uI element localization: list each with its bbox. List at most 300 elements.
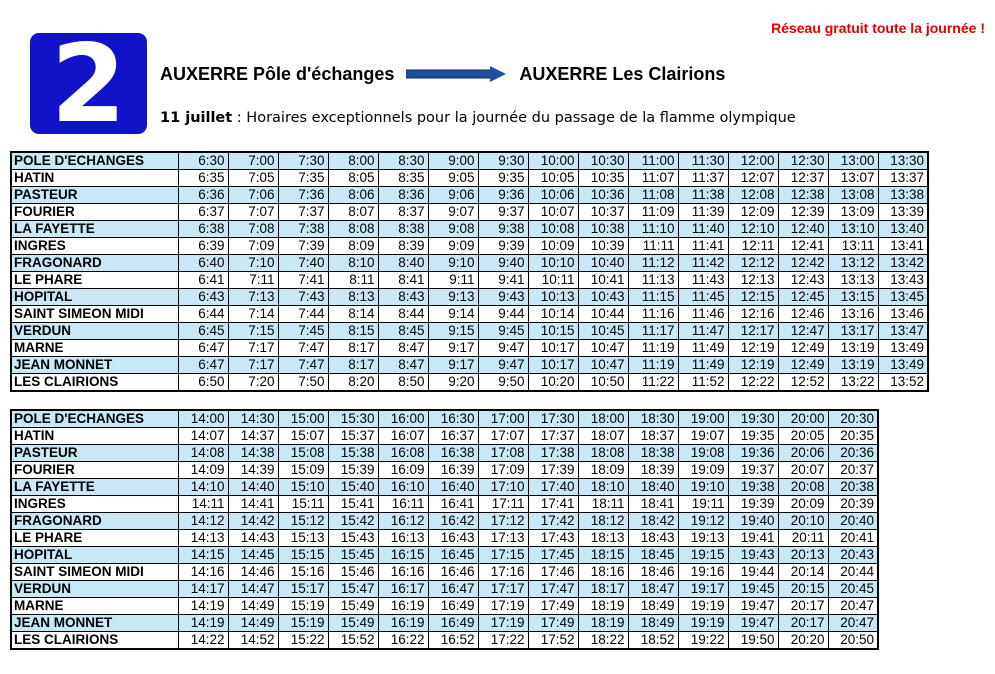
departure-time: 19:16: [678, 564, 728, 581]
departure-time: 10:20: [528, 374, 578, 392]
timetable-row: [11, 410, 878, 428]
timetable-row: [11, 632, 878, 650]
departure-time: 16:41: [428, 496, 478, 513]
departure-time: 12:12: [728, 255, 778, 272]
departure-time: 8:05: [328, 170, 378, 187]
departure-time: 17:10: [478, 479, 528, 496]
departure-time: 13:39: [878, 204, 928, 221]
departure-time: 20:50: [828, 632, 878, 650]
departure-time: 15:09: [278, 462, 328, 479]
stop-name: SAINT SIMEON MIDI: [11, 564, 178, 581]
departure-time: 11:19: [628, 357, 678, 374]
departure-time: 9:47: [478, 357, 528, 374]
timetable-row: [11, 306, 928, 323]
departure-time: 19:45: [728, 581, 778, 598]
departure-time: 13:08: [828, 187, 878, 204]
departure-time: 20:40: [828, 513, 878, 530]
departure-time: 20:20: [778, 632, 828, 650]
departure-time: 9:06: [428, 187, 478, 204]
departure-time: 19:41: [728, 530, 778, 547]
departure-time: 19:15: [678, 547, 728, 564]
departure-time: 13:46: [878, 306, 928, 323]
departure-time: 13:09: [828, 204, 878, 221]
departure-time: 10:15: [528, 323, 578, 340]
departure-time: 16:47: [428, 581, 478, 598]
departure-time: 8:43: [378, 289, 428, 306]
departure-time: 13:43: [878, 272, 928, 289]
departure-time: 7:13: [228, 289, 278, 306]
departure-time: 8:06: [328, 187, 378, 204]
departure-time: 15:10: [278, 479, 328, 496]
timetable-row: [11, 221, 928, 238]
departure-time: 16:39: [428, 462, 478, 479]
departure-time: 19:22: [678, 632, 728, 650]
departure-time: 20:17: [778, 615, 828, 632]
departure-time: 10:13: [528, 289, 578, 306]
departure-time: 9:44: [478, 306, 528, 323]
departure-time: 13:00: [828, 152, 878, 170]
departure-time: 12:08: [728, 187, 778, 204]
departure-time: 9:37: [478, 204, 528, 221]
departure-time: 7:35: [278, 170, 328, 187]
departure-time: 15:52: [328, 632, 378, 650]
departure-time: 12:46: [778, 306, 828, 323]
departure-time: 10:41: [578, 272, 628, 289]
line-number-logo: [30, 22, 147, 147]
timetable-row: [11, 255, 928, 272]
departure-time: 9:38: [478, 221, 528, 238]
departure-time: 9:14: [428, 306, 478, 323]
departure-time: 9:08: [428, 221, 478, 238]
departure-time: 20:47: [828, 598, 878, 615]
departure-time: 14:45: [228, 547, 278, 564]
departure-time: 20:00: [778, 410, 828, 428]
departure-time: 20:14: [778, 564, 828, 581]
departure-time: 7:47: [278, 340, 328, 357]
departure-time: 16:43: [428, 530, 478, 547]
timetable-afternoon: [10, 409, 879, 650]
departure-time: 12:37: [778, 170, 828, 187]
departure-time: 15:07: [278, 428, 328, 445]
stop-name: JEAN MONNET: [11, 357, 178, 374]
departure-time: 15:41: [328, 496, 378, 513]
departure-time: 14:46: [228, 564, 278, 581]
departure-time: 7:39: [278, 238, 328, 255]
departure-time: 6:43: [178, 289, 228, 306]
departure-time: 13:10: [828, 221, 878, 238]
departure-time: 20:39: [828, 496, 878, 513]
departure-time: 8:47: [378, 340, 428, 357]
departure-time: 12:10: [728, 221, 778, 238]
stop-name: VERDUN: [11, 323, 178, 340]
stop-name: POLE D'ECHANGES: [11, 152, 178, 170]
departure-time: 19:37: [728, 462, 778, 479]
departure-time: 13:49: [878, 340, 928, 357]
departure-time: 10:17: [528, 357, 578, 374]
departure-time: 18:08: [578, 445, 628, 462]
departure-time: 14:19: [178, 615, 228, 632]
departure-time: 20:35: [828, 428, 878, 445]
timetable-row: [11, 428, 878, 445]
departure-time: 18:16: [578, 564, 628, 581]
departure-time: 13:15: [828, 289, 878, 306]
departure-time: 18:46: [628, 564, 678, 581]
departure-time: 15:43: [328, 530, 378, 547]
departure-time: 6:35: [178, 170, 228, 187]
stop-name: HOPITAL: [11, 289, 178, 306]
departure-time: 14:12: [178, 513, 228, 530]
departure-time: 8:11: [328, 272, 378, 289]
departure-time: 15:13: [278, 530, 328, 547]
departure-time: 19:19: [678, 598, 728, 615]
timetable-morning: [10, 151, 929, 392]
departure-time: 18:41: [628, 496, 678, 513]
departure-time: 10:47: [578, 357, 628, 374]
departure-time: 14:13: [178, 530, 228, 547]
departure-time: 14:39: [228, 462, 278, 479]
stop-name: FOURIER: [11, 204, 178, 221]
timetable-row: [11, 357, 928, 374]
departure-time: 20:09: [778, 496, 828, 513]
departure-time: 10:00: [528, 152, 578, 170]
departure-time: 17:09: [478, 462, 528, 479]
departure-time: 10:47: [578, 340, 628, 357]
departure-time: 17:37: [528, 428, 578, 445]
departure-time: 15:37: [328, 428, 378, 445]
departure-time: 11:43: [678, 272, 728, 289]
departure-time: 11:39: [678, 204, 728, 221]
departure-time: 11:49: [678, 340, 728, 357]
departure-time: 17:49: [528, 598, 578, 615]
timetable-row: [11, 513, 878, 530]
timetable-row: [11, 530, 878, 547]
departure-time: 18:45: [628, 547, 678, 564]
stop-name: POLE D'ECHANGES: [11, 410, 178, 428]
departure-time: 17:19: [478, 615, 528, 632]
departure-time: 17:43: [528, 530, 578, 547]
departure-time: 16:22: [378, 632, 428, 650]
departure-time: 19:13: [678, 530, 728, 547]
stop-name: HATIN: [11, 428, 178, 445]
departure-time: 7:17: [228, 357, 278, 374]
timetable-row: [11, 445, 878, 462]
departure-time: 8:50: [378, 374, 428, 392]
departure-time: 12:52: [778, 374, 828, 392]
departure-time: 12:15: [728, 289, 778, 306]
departure-time: 9:40: [478, 255, 528, 272]
departure-time: 9:35: [478, 170, 528, 187]
departure-time: 17:39: [528, 462, 578, 479]
departure-time: 20:45: [828, 581, 878, 598]
departure-time: 13:52: [878, 374, 928, 392]
departure-time: 13:40: [878, 221, 928, 238]
departure-time: 20:11: [778, 530, 828, 547]
departure-time: 11:08: [628, 187, 678, 204]
departure-time: 11:12: [628, 255, 678, 272]
departure-time: 14:15: [178, 547, 228, 564]
departure-time: 16:12: [378, 513, 428, 530]
departure-time: 14:40: [228, 479, 278, 496]
departure-time: 13:19: [828, 340, 878, 357]
stop-name: FRAGONARD: [11, 513, 178, 530]
departure-time: 18:09: [578, 462, 628, 479]
departure-time: 6:47: [178, 357, 228, 374]
departure-time: 12:07: [728, 170, 778, 187]
departure-time: 7:17: [228, 340, 278, 357]
departure-time: 11:07: [628, 170, 678, 187]
departure-time: 16:52: [428, 632, 478, 650]
departure-time: 13:19: [828, 357, 878, 374]
timetable-row: [11, 479, 878, 496]
departure-time: 20:13: [778, 547, 828, 564]
departure-time: 15:11: [278, 496, 328, 513]
departure-time: 19:17: [678, 581, 728, 598]
departure-time: 12:49: [778, 340, 828, 357]
departure-time: 6:44: [178, 306, 228, 323]
departure-time: 18:37: [628, 428, 678, 445]
departure-time: 18:52: [628, 632, 678, 650]
departure-time: 10:43: [578, 289, 628, 306]
departure-time: 16:17: [378, 581, 428, 598]
departure-time: 13:47: [878, 323, 928, 340]
departure-time: 11:00: [628, 152, 678, 170]
departure-time: 18:17: [578, 581, 628, 598]
departure-time: 14:07: [178, 428, 228, 445]
timetable-row: [11, 462, 878, 479]
departure-time: 11:47: [678, 323, 728, 340]
departure-time: 17:12: [478, 513, 528, 530]
departure-time: 20:15: [778, 581, 828, 598]
departure-time: 8:14: [328, 306, 378, 323]
departure-time: 6:30: [178, 152, 228, 170]
departure-time: 7:00: [228, 152, 278, 170]
departure-time: 13:42: [878, 255, 928, 272]
departure-time: 16:38: [428, 445, 478, 462]
departure-time: 20:38: [828, 479, 878, 496]
departure-time: 7:20: [228, 374, 278, 392]
departure-time: 9:17: [428, 340, 478, 357]
departure-time: 16:15: [378, 547, 428, 564]
stop-name: INGRES: [11, 238, 178, 255]
departure-time: 17:38: [528, 445, 578, 462]
stop-name: HOPITAL: [11, 547, 178, 564]
departure-time: 19:40: [728, 513, 778, 530]
departure-time: 8:45: [378, 323, 428, 340]
departure-time: 9:39: [478, 238, 528, 255]
departure-time: 12:41: [778, 238, 828, 255]
departure-time: 12:42: [778, 255, 828, 272]
departure-time: 17:15: [478, 547, 528, 564]
departure-time: 20:36: [828, 445, 878, 462]
departure-time: 20:05: [778, 428, 828, 445]
departure-time: 6:38: [178, 221, 228, 238]
departure-time: 7:40: [278, 255, 328, 272]
departure-time: 13:41: [878, 238, 928, 255]
departure-time: 7:47: [278, 357, 328, 374]
departure-time: 12:43: [778, 272, 828, 289]
departure-time: 6:37: [178, 204, 228, 221]
departure-time: 14:00: [178, 410, 228, 428]
stop-name: HATIN: [11, 170, 178, 187]
departure-time: 19:19: [678, 615, 728, 632]
departure-time: 10:11: [528, 272, 578, 289]
stop-name: MARNE: [11, 598, 178, 615]
departure-time: 18:49: [628, 615, 678, 632]
departure-time: 9:13: [428, 289, 478, 306]
stop-name: LES CLAIRIONS: [11, 374, 178, 392]
departure-time: 20:44: [828, 564, 878, 581]
timetable-row: [11, 272, 928, 289]
departure-time: 9:11: [428, 272, 478, 289]
departure-time: 13:38: [878, 187, 928, 204]
departure-time: 12:40: [778, 221, 828, 238]
departure-time: 17:45: [528, 547, 578, 564]
departure-time: 15:49: [328, 598, 378, 615]
timetable-row: [11, 547, 878, 564]
departure-time: 8:09: [328, 238, 378, 255]
departure-time: 16:11: [378, 496, 428, 513]
departure-time: 16:08: [378, 445, 428, 462]
departure-time: 11:11: [628, 238, 678, 255]
departure-time: 15:16: [278, 564, 328, 581]
departure-time: 10:10: [528, 255, 578, 272]
departure-time: 8:40: [378, 255, 428, 272]
departure-time: 17:49: [528, 615, 578, 632]
departure-time: 20:47: [828, 615, 878, 632]
departure-time: 11:30: [678, 152, 728, 170]
departure-time: 9:36: [478, 187, 528, 204]
departure-time: 7:50: [278, 374, 328, 392]
departure-time: 8:35: [378, 170, 428, 187]
stop-name: PASTEUR: [11, 445, 178, 462]
departure-time: 13:49: [878, 357, 928, 374]
departure-time: 9:50: [478, 374, 528, 392]
departure-time: 8:47: [378, 357, 428, 374]
departure-time: 18:42: [628, 513, 678, 530]
departure-time: 6:39: [178, 238, 228, 255]
departure-time: 18:11: [578, 496, 628, 513]
stop-name: VERDUN: [11, 581, 178, 598]
departure-time: 18:39: [628, 462, 678, 479]
departure-time: 17:13: [478, 530, 528, 547]
departure-time: 14:47: [228, 581, 278, 598]
departure-time: 15:12: [278, 513, 328, 530]
departure-time: 6:47: [178, 340, 228, 357]
departure-time: 7:14: [228, 306, 278, 323]
departure-time: 15:45: [328, 547, 378, 564]
departure-time: 20:41: [828, 530, 878, 547]
stop-name: INGRES: [11, 496, 178, 513]
departure-time: 7:36: [278, 187, 328, 204]
departure-time: 17:40: [528, 479, 578, 496]
departure-time: 12:38: [778, 187, 828, 204]
timetable-row: [11, 615, 878, 632]
departure-time: 7:11: [228, 272, 278, 289]
departure-time: 12:16: [728, 306, 778, 323]
departure-time: 10:08: [528, 221, 578, 238]
departure-time: 17:11: [478, 496, 528, 513]
departure-time: 19:47: [728, 615, 778, 632]
departure-time: 7:41: [278, 272, 328, 289]
departure-time: 20:10: [778, 513, 828, 530]
departure-time: 20:30: [828, 410, 878, 428]
departure-time: 8:36: [378, 187, 428, 204]
departure-time: 7:05: [228, 170, 278, 187]
departure-time: 17:00: [478, 410, 528, 428]
departure-time: 17:17: [478, 581, 528, 598]
departure-time: 13:37: [878, 170, 928, 187]
departure-time: 6:36: [178, 187, 228, 204]
departure-time: 15:22: [278, 632, 328, 650]
departure-time: 13:30: [878, 152, 928, 170]
departure-time: 11:52: [678, 374, 728, 392]
departure-time: 13:12: [828, 255, 878, 272]
departure-time: 20:08: [778, 479, 828, 496]
departure-time: 14:16: [178, 564, 228, 581]
departure-time: 11:13: [628, 272, 678, 289]
departure-time: 8:07: [328, 204, 378, 221]
departure-time: 14:22: [178, 632, 228, 650]
departure-time: 12:39: [778, 204, 828, 221]
departure-time: 7:08: [228, 221, 278, 238]
departure-time: 9:20: [428, 374, 478, 392]
departure-time: 16:19: [378, 615, 428, 632]
departure-time: 17:16: [478, 564, 528, 581]
timetable-row: [11, 289, 928, 306]
free-network-notice: Réseau gratuit toute la journée !: [771, 20, 985, 36]
departure-time: 11:42: [678, 255, 728, 272]
departure-time: 8:08: [328, 221, 378, 238]
departure-time: 8:00: [328, 152, 378, 170]
stop-name: LA FAYETTE: [11, 221, 178, 238]
departure-time: 12:19: [728, 357, 778, 374]
departure-time: 19:39: [728, 496, 778, 513]
departure-time: 19:00: [678, 410, 728, 428]
departure-time: 14:17: [178, 581, 228, 598]
departure-time: 16:45: [428, 547, 478, 564]
route-header: [160, 61, 725, 87]
departure-time: 9:41: [478, 272, 528, 289]
departure-time: 8:37: [378, 204, 428, 221]
departure-time: 19:43: [728, 547, 778, 564]
departure-time: 8:39: [378, 238, 428, 255]
departure-time: 7:10: [228, 255, 278, 272]
departure-time: 18:38: [628, 445, 678, 462]
departure-time: 9:17: [428, 357, 478, 374]
departure-time: 16:19: [378, 598, 428, 615]
timetable-row: [11, 187, 928, 204]
departure-time: 12:13: [728, 272, 778, 289]
departure-time: 10:05: [528, 170, 578, 187]
departure-time: 7:44: [278, 306, 328, 323]
departure-time: 20:37: [828, 462, 878, 479]
departure-time: 11:46: [678, 306, 728, 323]
departure-time: 9:43: [478, 289, 528, 306]
departure-time: 10:40: [578, 255, 628, 272]
departure-time: 13:13: [828, 272, 878, 289]
departure-time: 11:45: [678, 289, 728, 306]
departure-time: 8:17: [328, 340, 378, 357]
departure-time: 8:20: [328, 374, 378, 392]
departure-time: 9:00: [428, 152, 478, 170]
departure-time: 11:09: [628, 204, 678, 221]
departure-time: 11:37: [678, 170, 728, 187]
departure-time: 8:15: [328, 323, 378, 340]
departure-time: 11:10: [628, 221, 678, 238]
departure-time: 14:10: [178, 479, 228, 496]
stop-name: SAINT SIMEON MIDI: [11, 306, 178, 323]
departure-time: 11:16: [628, 306, 678, 323]
